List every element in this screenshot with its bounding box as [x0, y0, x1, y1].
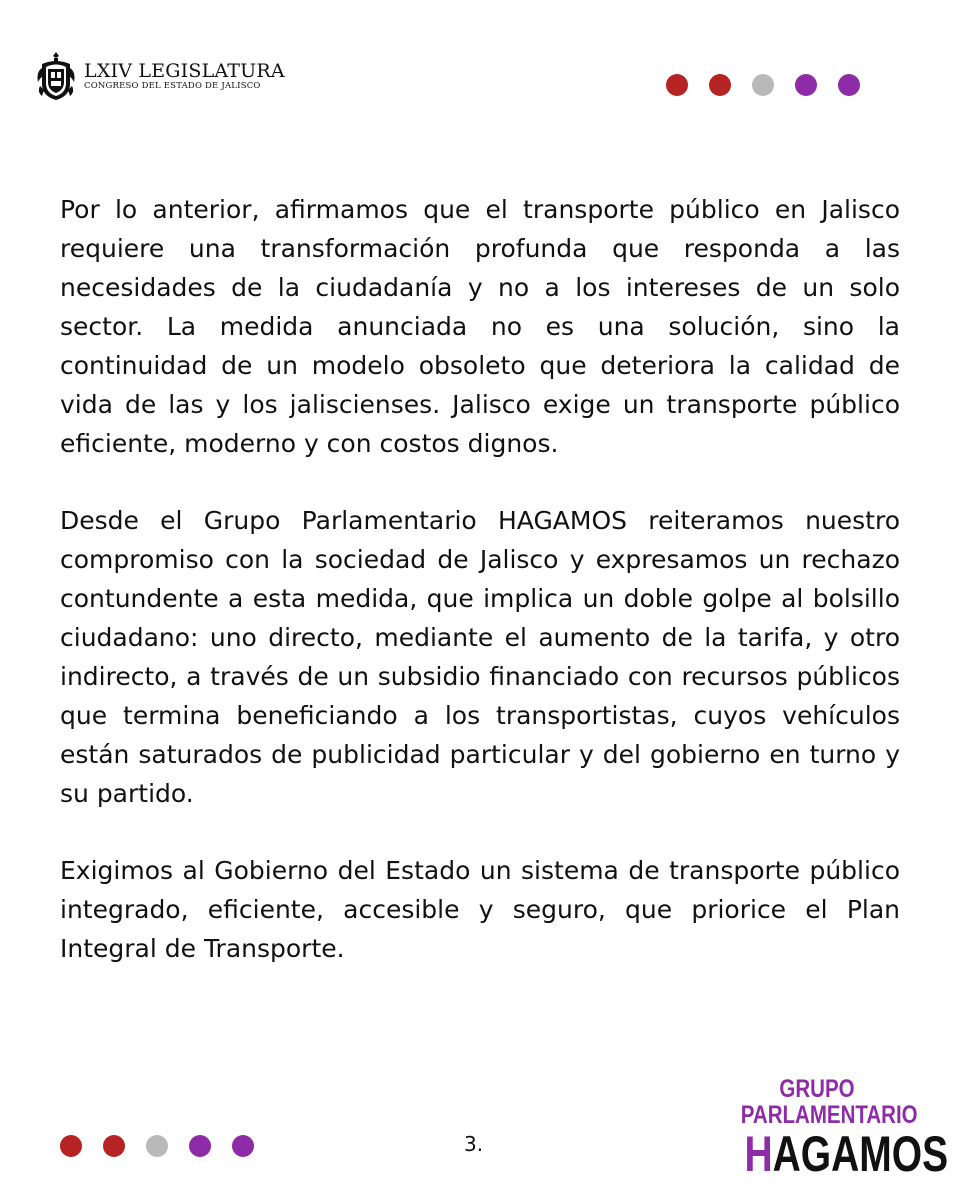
decorative-dot	[146, 1135, 168, 1157]
brand-line-grupo: GRUPO	[779, 1075, 855, 1103]
logo-subtitle: CONGRESO DEL ESTADO DE JALISCO	[84, 80, 261, 91]
statement-body	[60, 190, 900, 1006]
hagamos-brand-logo	[724, 1075, 949, 1182]
decorative-dot	[838, 74, 860, 96]
paragraph: Por lo anterior, afirmamos que el transporte público en Jalisco requiere una transformación profunda que responda a las necesidades de la ciudadanía y no a los intereses de un solo sector. La medida anunciada no es una solución, sino la continuidad de un modelo obsoleto que deteriora la calidad de vida de las y los jaliscienses. Jalisco exige un transporte público eficiente, moderno y con costos dignos.	[60, 195, 900, 458]
decorative-dot	[189, 1135, 211, 1157]
brand-letter-h: H	[744, 1126, 773, 1182]
coat-of-arms-icon	[34, 50, 78, 102]
logo-title: LXIV LEGISLATURA	[84, 59, 285, 82]
brand-line-hagamos	[744, 1126, 949, 1182]
paragraph: Exigimos al Gobierno del Estado un sistema de transporte público integrado, eficiente, accesible y seguro, que priorice el Plan Integral de Transporte.	[60, 856, 900, 963]
decorative-dot	[752, 74, 774, 96]
decorative-dot	[60, 1135, 82, 1157]
brand-line-parlamentario: PARLAMENTARIO	[740, 1101, 918, 1129]
brand-word-rest: AGAMOS	[772, 1126, 949, 1182]
legislature-logo	[34, 50, 285, 102]
decorative-dots-bottom	[60, 1135, 254, 1157]
decorative-dot	[795, 74, 817, 96]
paragraph: Desde el Grupo Parlamentario HAGAMOS reiteramos nuestro compromiso con la sociedad de Jalisco y expresamos un rechazo contundente a esta medida, que implica un doble golpe al bolsillo ciudadano: uno directo, mediante el aumento de la tarifa, y otro indirecto, a través de un subsidio financiado con recursos públicos que termina beneficiando a los transportistas, cuyos vehículos están saturados de publicidad particular y del gobierno en turno y su partido.	[60, 506, 900, 808]
page-number: 3.	[464, 1132, 484, 1156]
decorative-dot	[666, 74, 688, 96]
decorative-dot	[103, 1135, 125, 1157]
decorative-dots-top	[666, 74, 860, 96]
decorative-dot	[709, 74, 731, 96]
decorative-dot	[232, 1135, 254, 1157]
logo-text	[84, 61, 285, 92]
